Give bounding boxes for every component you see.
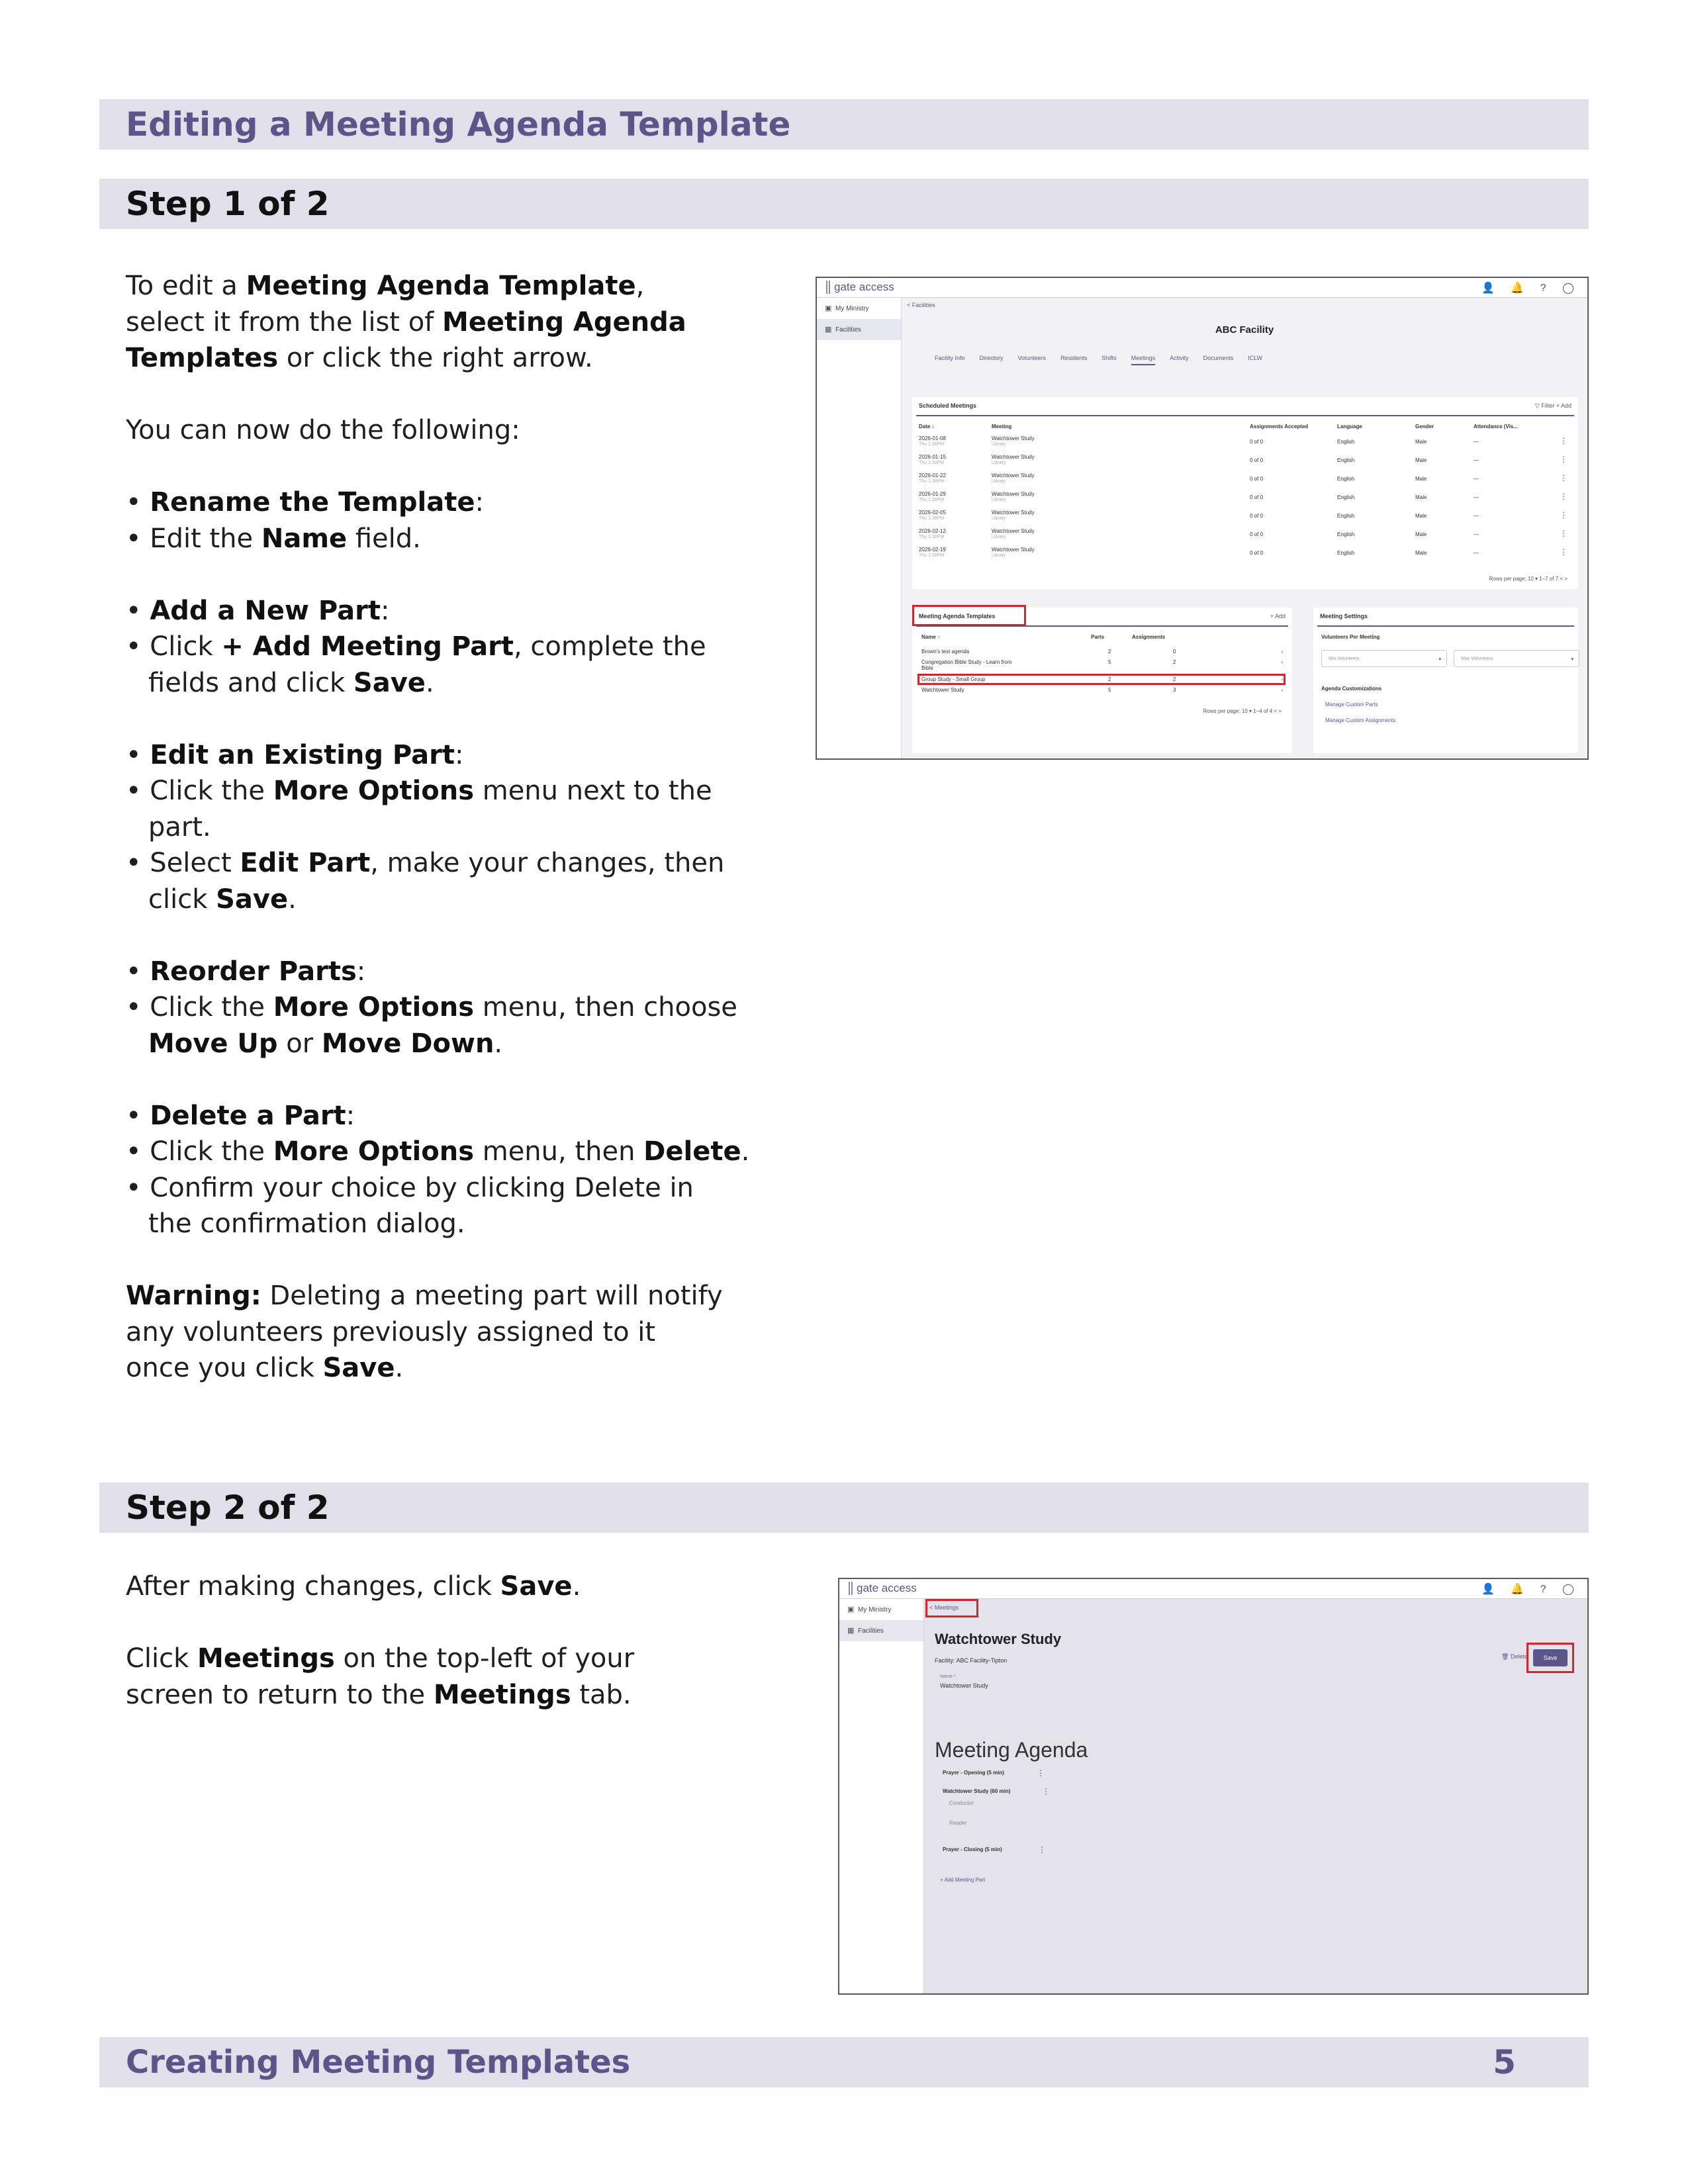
sidebar-item-my-ministry[interactable]: ▣ My Ministry	[839, 1599, 923, 1620]
meeting-cell-time: Thu 1:30PM	[919, 535, 945, 539]
meeting-cell-gender: Male	[1415, 457, 1427, 463]
more-options-icon[interactable]: ⋮	[1560, 510, 1568, 520]
chevron-right-icon[interactable]: ›	[1281, 676, 1283, 682]
breadcrumb-meetings[interactable]: < Meetings	[929, 1604, 959, 1611]
meeting-cell-time: Thu 1:30PM	[919, 498, 945, 502]
meeting-cell-place: Library	[992, 553, 1006, 558]
agenda-part: Watchtower Study (60 min)	[943, 1788, 1011, 1794]
tab-shifts[interactable]: Shifts	[1102, 355, 1117, 361]
meeting-cell-att: —	[1474, 494, 1479, 500]
meeting-cell-meeting: Watchtower Study	[992, 435, 1035, 441]
meeting-cell-date: 2026-01-29	[919, 491, 946, 497]
meeting-cell-place: Library	[992, 479, 1006, 484]
col-language: Language	[1337, 424, 1362, 430]
step2-instructions: After making changes, click Save. Click Meetings on the top-left of your screen to return to the Meetings tab.	[126, 1571, 635, 1710]
chevron-right-icon[interactable]: ›	[1281, 687, 1283, 693]
ministry-icon: ▣	[847, 1606, 855, 1614]
tab-documents[interactable]: Documents	[1203, 355, 1234, 361]
templates-add-button[interactable]: + Add	[1270, 613, 1286, 619]
ministry-icon: ▣	[825, 304, 832, 312]
scheduled-meetings-panel	[912, 397, 1578, 589]
template-row-selected[interactable]: Group Study - Small Group 2 2 ›	[921, 676, 1283, 682]
template-title: Watchtower Study	[935, 1631, 1062, 1647]
facility-label: Facility: ABC Facility-Tipton	[935, 1657, 1008, 1664]
app-sidebar	[839, 1599, 924, 1993]
topbar-icons[interactable]: 👤 🔔 ? ◯	[1481, 1584, 1581, 1595]
volunteers-per-meeting-label: Volunteers Per Meeting	[1321, 634, 1380, 640]
manage-custom-parts-link[interactable]: Manage Custom Parts	[1325, 702, 1378, 707]
app-sidebar	[817, 298, 902, 758]
min-volunteers-select[interactable]: Min Volunteers ▾	[1321, 650, 1447, 667]
meeting-cell-time: Thu 1:30PM	[919, 479, 945, 484]
more-options-icon[interactable]: ⋮	[1560, 455, 1568, 464]
document-title: Editing a Meeting Agenda Template	[126, 105, 791, 144]
meeting-cell-time: Thu 1:30PM	[919, 516, 945, 521]
highlight-templates-title	[912, 605, 1026, 626]
agenda-customizations-label: Agenda Customizations	[1321, 686, 1382, 692]
meeting-cell-lang: English	[1337, 494, 1355, 500]
meeting-cell-time: Thu 1:30PM	[919, 461, 945, 465]
meeting-cell-lang: English	[1337, 457, 1355, 463]
meeting-agenda-title: Meeting Agenda	[935, 1738, 1088, 1762]
tab-facility-info[interactable]: Facility Info	[935, 355, 965, 361]
col-meeting: Meeting	[992, 424, 1012, 430]
meeting-cell-att: —	[1474, 513, 1479, 519]
building-icon: ▦	[847, 1627, 855, 1635]
meeting-cell-lang: English	[1337, 439, 1355, 445]
meeting-cell-date: 2026-02-19	[919, 547, 946, 553]
breadcrumb-facilities[interactable]: < Facilities	[907, 302, 935, 308]
meeting-cell-place: Library	[992, 461, 1006, 465]
more-options-icon[interactable]: ⋮	[1042, 1787, 1050, 1796]
more-options-icon[interactable]: ⋮	[1038, 1845, 1046, 1854]
meeting-cell-place: Library	[992, 442, 1006, 447]
meeting-cell-date: 2026-01-22	[919, 473, 946, 478]
panel-rule	[916, 415, 1574, 416]
chevron-down-icon: ▾	[1438, 657, 1441, 662]
document-title-band	[99, 99, 1589, 150]
chevron-right-icon[interactable]: ›	[1281, 649, 1283, 655]
col-gender: Gender	[1415, 424, 1434, 430]
name-field[interactable]: Watchtower Study	[940, 1682, 988, 1689]
panel-rule	[1317, 625, 1574, 627]
meeting-cell-place: Library	[992, 498, 1006, 502]
facility-title: ABC Facility	[1215, 324, 1274, 336]
gate-access-logo: gate access	[849, 1582, 917, 1595]
templates-pagination[interactable]: Rows per page: 10 ▾ 1–4 of 4 < >	[1203, 708, 1282, 714]
facility-main	[902, 298, 1587, 758]
meeting-cell-meeting: Watchtower Study	[992, 473, 1035, 478]
meeting-cell-gender: Male	[1415, 439, 1427, 445]
col-name[interactable]: Name ↑	[921, 634, 941, 640]
settings-title: Meeting Settings	[1320, 613, 1368, 619]
footer-title: Creating Meeting Templates	[126, 2044, 631, 2081]
col-assignments-accepted: Assignments Accepted	[1250, 424, 1309, 430]
col-assignments: Assignments	[1132, 634, 1166, 640]
meeting-cell-place: Library	[992, 516, 1006, 521]
app-topbar	[839, 1579, 1587, 1599]
meeting-cell-gender: Male	[1415, 550, 1427, 556]
step1-band	[99, 179, 1589, 229]
page-number: 5	[1493, 2043, 1516, 2081]
meeting-cell-acc: 0 of 0	[1250, 457, 1264, 463]
step1-heading: Step 1 of 2	[126, 185, 330, 223]
meeting-cell-date: 2026-02-12	[919, 528, 946, 534]
meeting-cell-acc: 0 of 0	[1250, 550, 1264, 556]
assignment-role: Conductor	[949, 1800, 974, 1806]
meeting-cell-date: 2026-01-15	[919, 454, 946, 460]
meeting-cell-lang: English	[1337, 531, 1355, 537]
delete-button[interactable]: 🗑 Delete	[1501, 1653, 1528, 1660]
meeting-cell-time: Thu 1:30PM	[919, 442, 945, 447]
building-icon: ▦	[825, 326, 832, 334]
meeting-cell-att: —	[1474, 476, 1479, 482]
add-meeting-part-button[interactable]: + Add Meeting Part	[940, 1877, 986, 1883]
scheduled-meetings-title: Scheduled Meetings	[919, 402, 977, 409]
app-topbar	[817, 278, 1587, 298]
assignment-role: Reader	[949, 1820, 967, 1826]
tab-activity[interactable]: Activity	[1170, 355, 1189, 361]
sidebar-item-facilities[interactable]: ▦ Facilities	[817, 319, 901, 340]
more-options-icon[interactable]: ⋮	[1560, 436, 1568, 445]
meeting-cell-lang: English	[1337, 476, 1355, 482]
meeting-cell-time: Thu 1:30PM	[919, 553, 945, 558]
tab-directory[interactable]: Directory	[979, 355, 1004, 361]
templates-title: Meeting Agenda Templates	[919, 613, 996, 619]
meeting-cell-acc: 0 of 0	[1250, 476, 1264, 482]
more-options-icon[interactable]: ⋮	[1560, 529, 1568, 538]
chevron-down-icon: ▾	[1571, 657, 1573, 662]
meeting-cell-lang: English	[1337, 550, 1355, 556]
agenda-part: Prayer - Closing (5 min)	[943, 1846, 1002, 1852]
tab-meetings[interactable]: Meetings	[1131, 355, 1156, 365]
meeting-cell-lang: English	[1337, 513, 1355, 519]
meeting-cell-att: —	[1474, 531, 1479, 537]
tab-residents[interactable]: Residents	[1060, 355, 1088, 361]
col-date[interactable]: Date ↓	[919, 424, 935, 430]
sidebar-item-my-ministry[interactable]: ▣ My Ministry	[817, 298, 901, 319]
meeting-cell-meeting: Watchtower Study	[992, 528, 1035, 534]
meeting-cell-acc: 0 of 0	[1250, 531, 1264, 537]
more-options-icon[interactable]: ⋮	[1560, 547, 1568, 557]
meeting-cell-meeting: Watchtower Study	[992, 454, 1035, 460]
sidebar-item-facilities[interactable]: ▦ Facilities	[839, 1620, 923, 1641]
topbar-icons[interactable]: 👤 🔔 ? ◯	[1481, 283, 1581, 294]
meeting-cell-gender: Male	[1415, 513, 1427, 519]
gate-access-logo: gate access	[826, 281, 894, 294]
tab-volunteers[interactable]: Volunteers	[1017, 355, 1047, 361]
highlight-save-button	[1526, 1643, 1574, 1673]
meeting-cell-acc: 0 of 0	[1250, 494, 1264, 500]
meeting-cell-att: —	[1474, 439, 1479, 445]
step1-instructions: To edit a Meeting Agenda Template, select it from the list of Meeting Agenda Templates or click the right arrow. You can now do the following: • Rename the Template: • Edit the Name field. • Add a New Part: • Click + Add Meeting Part, complete the fields and click Save. • Edit an Existing Part: • Click the More Options menu next to the part. • Select Edit Part, make your changes, then click Save. • Reorder Parts: • Click the More Options menu, then choose Move Up or Move Down. • Delete a Part: • Click the More Options menu, then Delete. • Confirm your choice by clicking Delete in the confirmation dialog. Warning: Deleting a meeting part will notify any volunteers previously assigned to it once you click Save.	[126, 271, 750, 1383]
agenda-part: Prayer - Opening (5 min)	[943, 1770, 1004, 1776]
meeting-cell-att: —	[1474, 550, 1479, 556]
manage-custom-assignments-link[interactable]: Manage Custom Assignments	[1325, 717, 1396, 723]
template-edit-screenshot	[838, 1578, 1589, 1995]
col-attendance: Attendance (Vis...	[1474, 424, 1518, 430]
meeting-cell-meeting: Watchtower Study	[992, 510, 1035, 516]
footer-band	[99, 2037, 1589, 2087]
facility-tabs	[935, 355, 1277, 365]
highlight-meetings-link	[925, 1599, 978, 1617]
save-button[interactable]: Save	[1533, 1649, 1568, 1666]
meeting-settings-panel	[1313, 608, 1578, 753]
tab-iclw[interactable]: ICLW	[1248, 355, 1263, 361]
step2-band	[99, 1482, 1589, 1533]
template-edit-main	[924, 1599, 1587, 1993]
meeting-cell-acc: 0 of 0	[1250, 513, 1264, 519]
meeting-cell-date: 2026-01-08	[919, 435, 946, 441]
step2-heading: Step 2 of 2	[126, 1488, 330, 1527]
name-field-label: Name *	[940, 1674, 956, 1679]
facility-meetings-screenshot	[816, 277, 1589, 760]
meeting-cell-acc: 0 of 0	[1250, 439, 1264, 445]
more-options-icon[interactable]: ⋮	[1560, 492, 1568, 501]
col-parts: Parts	[1091, 634, 1105, 640]
chevron-right-icon[interactable]: ›	[1281, 659, 1283, 665]
template-row[interactable]: Congregation Bible Study - Learn from Bible 5 2 ›	[921, 659, 1283, 671]
max-volunteers-select[interactable]: Max Volunteers ▾	[1454, 650, 1579, 667]
meeting-cell-gender: Male	[1415, 494, 1427, 500]
meeting-cell-date: 2026-02-05	[919, 510, 946, 516]
meeting-cell-meeting: Watchtower Study	[992, 547, 1035, 553]
scheduled-pagination[interactable]: Rows per page: 10 ▾ 1–7 of 7 < >	[1489, 576, 1568, 582]
meeting-cell-att: —	[1474, 457, 1479, 463]
template-row[interactable]: Brown's test agenda 2 0 ›	[921, 649, 1283, 655]
more-options-icon[interactable]: ⋮	[1560, 473, 1568, 482]
meeting-cell-gender: Male	[1415, 531, 1427, 537]
highlight-selected-row	[917, 674, 1286, 685]
meeting-agenda-templates-panel	[912, 608, 1292, 753]
filter-add-actions[interactable]: ▽ Filter + Add	[1534, 402, 1571, 409]
template-row[interactable]: Watchtower Study 5 3 ›	[921, 687, 1283, 693]
meeting-cell-meeting: Watchtower Study	[992, 491, 1035, 497]
more-options-icon[interactable]: ⋮	[1037, 1768, 1045, 1778]
meeting-cell-gender: Male	[1415, 476, 1427, 482]
meeting-cell-place: Library	[992, 535, 1006, 539]
